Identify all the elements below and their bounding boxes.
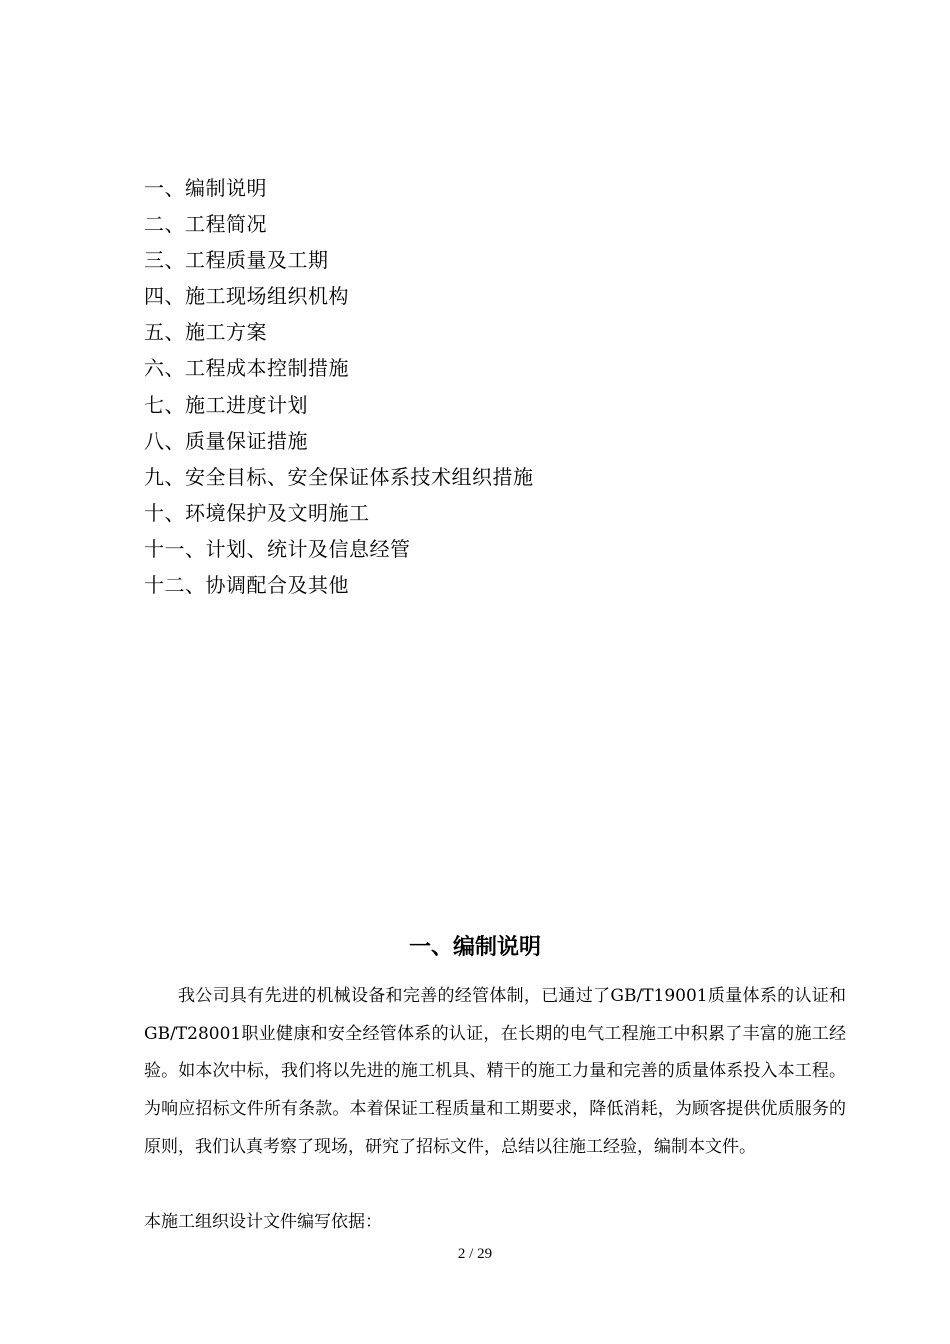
- toc-item: 四、施工现场组织机构: [144, 284, 349, 309]
- toc-item: 十一、计划、统计及信息经管: [144, 536, 411, 561]
- basis-line: 本施工组织设计文件编写依据：: [144, 1212, 382, 1232]
- toc-item: 五、施工方案: [144, 320, 267, 345]
- section-title: 一、编制说明: [408, 935, 541, 960]
- table-of-contents: [144, 170, 844, 603]
- toc-item: 二、工程简况: [144, 212, 267, 237]
- toc-item: 七、施工进度计划: [144, 392, 308, 417]
- toc-item: 十、环境保护及文明施工: [144, 500, 370, 525]
- body-paragraph: 我公司具有先进的机械设备和完善的经管体制，已通过了GB/T19001质量体系的认证和GB/T28001职业健康和安全经管体系的认证，在长期的电气工程施工中积累了丰富的施工经验。如本次中标，我们将以先进的施工机具、精干的施工力量和完善的质量体系投入本工程。为响应招标文件所有条款。本着保证工程质量和工期要求，降低消耗，为顾客提供优质服务的原则，我们认真考察了现场，研究了招标文件，总结以往施工经验，编制本文件。: [144, 986, 846, 1157]
- toc-item: 三、工程质量及工期: [144, 248, 329, 273]
- toc-item: 一、编制说明: [144, 176, 267, 200]
- toc-item: 十二、协调配合及其他: [144, 573, 349, 598]
- page-number: 2 / 29: [457, 1246, 493, 1262]
- toc-item: 八、质量保证措施: [144, 428, 308, 453]
- toc-item: 六、工程成本控制措施: [144, 356, 349, 381]
- toc-item: 九、安全目标、安全保证体系技术组织措施: [144, 464, 534, 489]
